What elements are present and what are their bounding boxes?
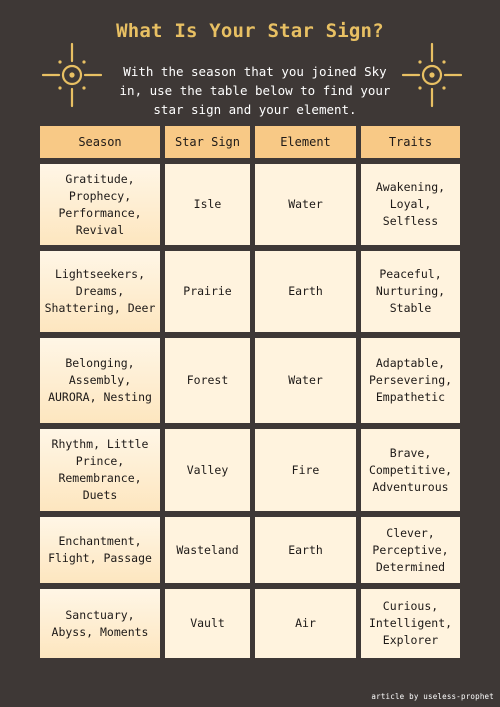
season-cell: Gratitude, Prophecy, Performance, Revival xyxy=(40,164,160,245)
traits-cell: Adaptable, Persevering, Empathetic xyxy=(361,338,460,423)
traits-cell: Awakening, Loyal, Selfless xyxy=(361,164,460,245)
column-header-star-sign: Star Sign xyxy=(165,126,250,158)
page-title: What Is Your Star Sign? xyxy=(116,20,384,42)
star-sign-table xyxy=(40,126,460,658)
element-cell: Air xyxy=(255,589,356,658)
sun-icon xyxy=(42,42,102,108)
star-sign-cell: Valley xyxy=(165,429,250,511)
sun-icon xyxy=(402,42,462,108)
traits-cell: Clever, Perceptive, Determined xyxy=(361,517,460,583)
season-cell: Rhythm, Little Prince, Remembrance, Duets xyxy=(40,429,160,511)
column-header-traits: Traits xyxy=(361,126,460,158)
season-cell: Lightseekers, Dreams, Shattering, Deer xyxy=(40,251,160,332)
element-cell: Earth xyxy=(255,251,356,332)
traits-cell: Curious, Intelligent, Explorer xyxy=(361,589,460,658)
element-cell: Water xyxy=(255,164,356,245)
star-sign-cell: Wasteland xyxy=(165,517,250,583)
star-sign-cell: Isle xyxy=(165,164,250,245)
star-sign-cell: Vault xyxy=(165,589,250,658)
traits-cell: Peaceful, Nurturing, Stable xyxy=(361,251,460,332)
season-cell: Belonging, Assembly, AURORA, Nesting xyxy=(40,338,160,423)
element-cell: Water xyxy=(255,338,356,423)
element-cell: Fire xyxy=(255,429,356,511)
star-sign-cell: Prairie xyxy=(165,251,250,332)
season-cell: Enchantment, Flight, Passage xyxy=(40,517,160,583)
star-sign-cell: Forest xyxy=(165,338,250,423)
intro-text: With the season that you joined Sky in, use the table below to find your star sign and your element. xyxy=(119,64,391,117)
column-header-season: Season xyxy=(40,126,160,158)
column-header-element: Element xyxy=(255,126,356,158)
season-cell: Sanctuary, Abyss, Moments xyxy=(40,589,160,658)
credit-text: article by useless-prophet xyxy=(371,692,494,701)
traits-cell: Brave, Competitive, Adventurous xyxy=(361,429,460,511)
element-cell: Earth xyxy=(255,517,356,583)
